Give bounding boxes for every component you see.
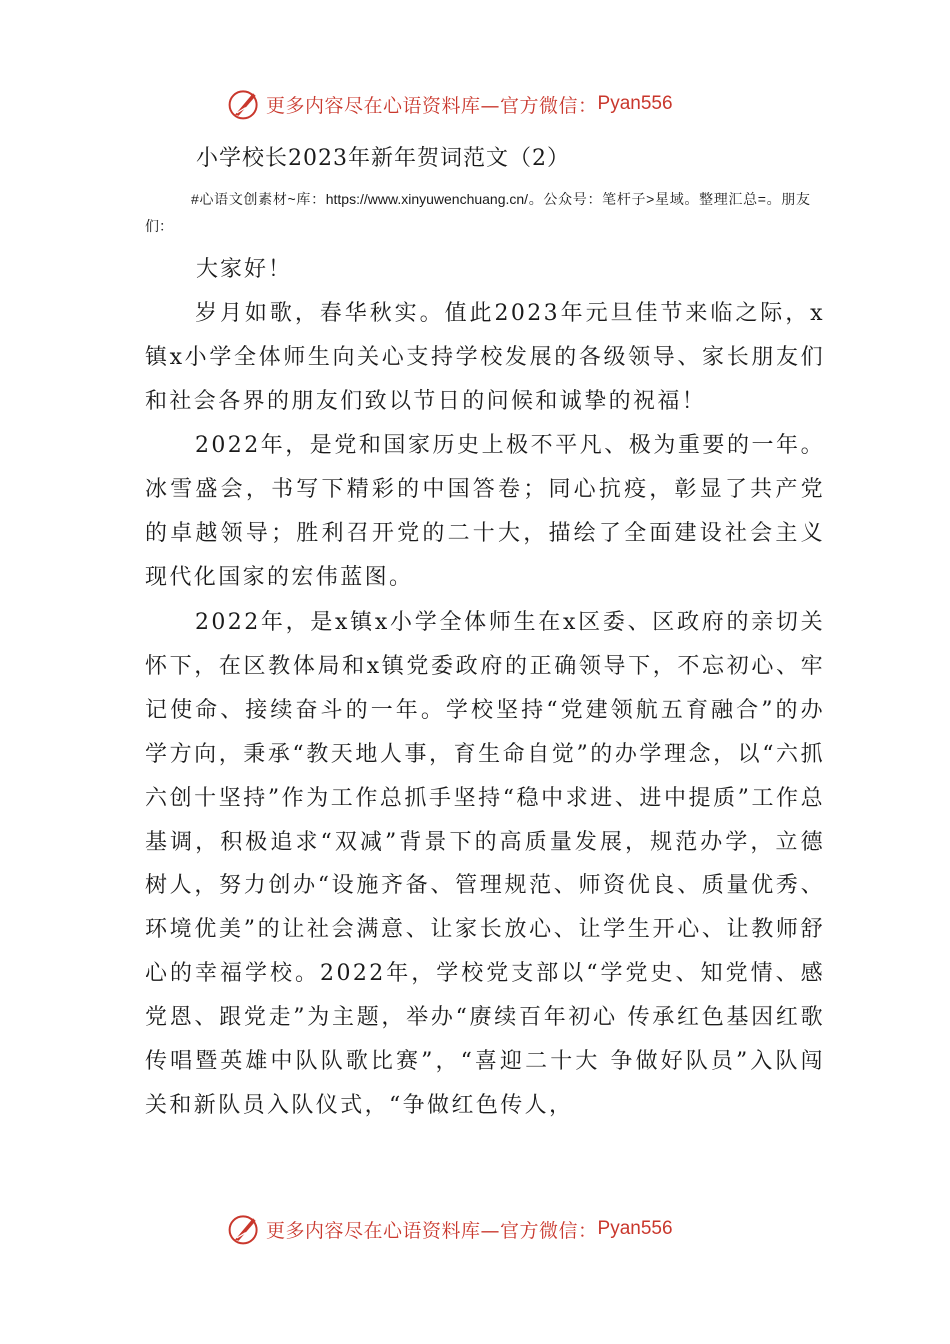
source-note: #心语文创素材~库：https://www.xinyuwenchuang.cn/。公众号：笔杆子>星域。整理汇总=。朋友们： <box>145 191 810 234</box>
watermark-wechat-id: Pyan556 <box>597 93 673 114</box>
quill-pen-circle-icon <box>226 86 262 122</box>
paragraph: 2022年，是x镇x小学全体师生在x区委、区政府的亲切关怀下，在区教体局和x镇党委政府的正确领导下，不忘初心、牢记使命、接续奋斗的一年。学校坚持“党建领航五育融合”的办学方向，秉承“教天地人事，育生命自觉”的办学理念，以“六抓六创十坚持”作为工作总抓手坚持“稳中求进、进中提质”工作总基调，积极追求“双减”背景下的高质量发展，规范办学，立德树人，努力创办“设施齐备、管理规范、师资优良、质量优秀、环境优美”的让社会满意、让家长放心、让学生开心、让教师舒心的幸福学校。2022年，学校党支部以“学党史、知党情、感党恩、跟党走”为主题，举办“赓续百年初心 传承红色基因红歌传唱暨英雄中队队歌比赛”，“喜迎二十大 争做好队员”入队闯关和新队员入队仪式，“争做红色传人， <box>145 610 825 1118</box>
paragraph: 2022年，是党和国家历史上极不平凡、极为重要的一年。冰雪盛会，书写下精彩的中国答卷；同心抗疫，彰显了共产党的卓越领导；胜利召开党的二十大，描绘了全面建设社会主义现代化国家的宏伟蓝图。 <box>145 433 825 590</box>
watermark-banner-bottom <box>226 1209 673 1249</box>
watermark-wechat-id: Pyan556 <box>597 1218 673 1239</box>
document-title: 小学校长2023年新年贺词范文（2） <box>196 146 570 171</box>
watermark-brand-text: 更多内容尽在心语资料库—官方微信： <box>266 94 598 117</box>
paragraph: 岁月如歌，春华秋实。值此2023年元旦佳节来临之际，x镇x小学全体师生向关心支持学校发展的各级领导、家长朋友们和社会各界的朋友们致以节日的问候和诚挚的祝福！ <box>145 301 825 414</box>
greeting: 大家好！ <box>196 257 293 282</box>
quill-pen-circle-icon <box>226 1211 262 1247</box>
watermark-brand-text: 更多内容尽在心语资料库—官方微信： <box>266 1219 598 1242</box>
watermark-banner-top <box>226 84 673 124</box>
